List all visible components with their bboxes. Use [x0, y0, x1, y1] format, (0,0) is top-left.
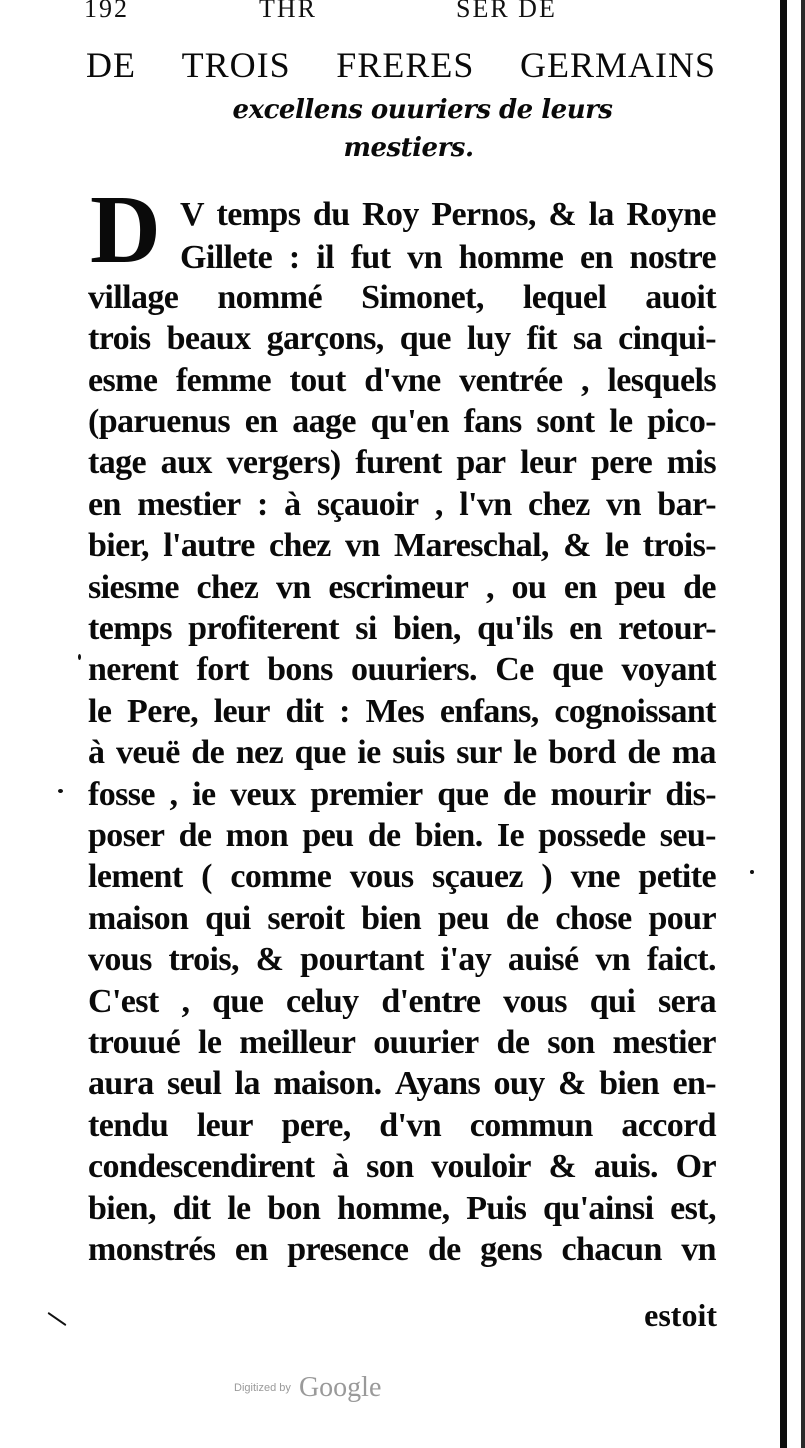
page-number: 192	[84, 0, 129, 23]
title-word: DE	[86, 45, 136, 85]
text-line: en mestier : à sçauoir , l'vn chez vn bar-	[88, 486, 716, 523]
text-line: nerent fort bons ouuriers. Ce que voyant	[88, 651, 716, 688]
digitized-watermark	[234, 1372, 381, 1404]
ink-speck	[47, 1312, 66, 1326]
watermark-brand: Google	[298, 1372, 382, 1403]
watermark-prefix: Digitized by	[234, 1382, 291, 1394]
title-word: GERMAINS	[519, 45, 716, 85]
catchword: estoit	[644, 1297, 717, 1333]
ink-speck	[78, 654, 81, 660]
ink-speck	[58, 789, 63, 793]
text-line: tage aux vergers) furent par leur pere mis	[88, 444, 716, 481]
running-head-right: SER DE	[456, 0, 557, 23]
text-line: fosse , ie veux premier que de mourir dis-	[88, 776, 716, 813]
title-word: FRERES	[336, 45, 475, 85]
text-line: village nommé Simonet, lequel auoit	[88, 279, 716, 316]
text-line: le Pere, leur dit : Mes enfans, cognoissant	[88, 693, 716, 730]
text-line: siesme chez vn escrimeur , ou en peu de	[88, 569, 716, 606]
text-line: monstrés en presence de gens chacun vn	[88, 1231, 716, 1268]
ink-speck	[750, 870, 754, 874]
chapter-subtitle-line-1: excellens ouuriers de leurs	[232, 95, 613, 125]
text-line: trois beaux garçons, que luy fit sa cinqui-	[88, 320, 716, 357]
text-line: trouué le meilleur ouurier de son mestier	[88, 1024, 716, 1061]
title-word: TROIS	[181, 45, 291, 85]
chapter-subtitle-line-2: mestiers.	[343, 133, 474, 163]
text-line: à veuë de nez que ie suis sur le bord de ma	[88, 734, 716, 771]
running-head-center: THR	[259, 0, 317, 23]
text-line: poser de mon peu de bien. Ie possede seu-	[88, 817, 716, 854]
text-line: condescendirent à son vouloir & auis. Or	[88, 1148, 716, 1185]
page-edge	[801, 0, 805, 1448]
text-line: Gillete : il fut vn homme en nostre	[180, 239, 716, 276]
text-line: vous trois, & pourtant i'ay auisé vn faict.	[88, 941, 716, 978]
text-line: maison qui seroit bien peu de chose pour	[88, 900, 716, 937]
text-line: V temps du Roy Pernos, & la Royne	[180, 196, 716, 233]
text-line: esme femme tout d'vne ventrée , lesquels	[88, 362, 716, 399]
chapter-title	[86, 44, 716, 86]
text-line: aura seul la maison. Ayans ouy & bien en-	[88, 1065, 716, 1102]
running-head	[84, 0, 724, 24]
text-line: tendu leur pere, d'vn commun accord	[88, 1107, 716, 1144]
text-line: (paruenus en aage qu'en fans sont le pico-	[88, 403, 716, 440]
drop-capital: D	[90, 176, 161, 284]
text-line: temps profiterent si bien, qu'ils en retour-	[88, 610, 716, 647]
text-line: lement ( comme vous sçauez ) vne petite	[88, 858, 716, 895]
text-line: bier, l'autre chez vn Mareschal, & le trois-	[88, 527, 716, 564]
page-gutter-shadow	[780, 0, 787, 1448]
text-line: bien, dit le bon homme, Puis qu'ainsi est,	[88, 1190, 716, 1227]
text-line: C'est , que celuy d'entre vous qui sera	[88, 983, 716, 1020]
